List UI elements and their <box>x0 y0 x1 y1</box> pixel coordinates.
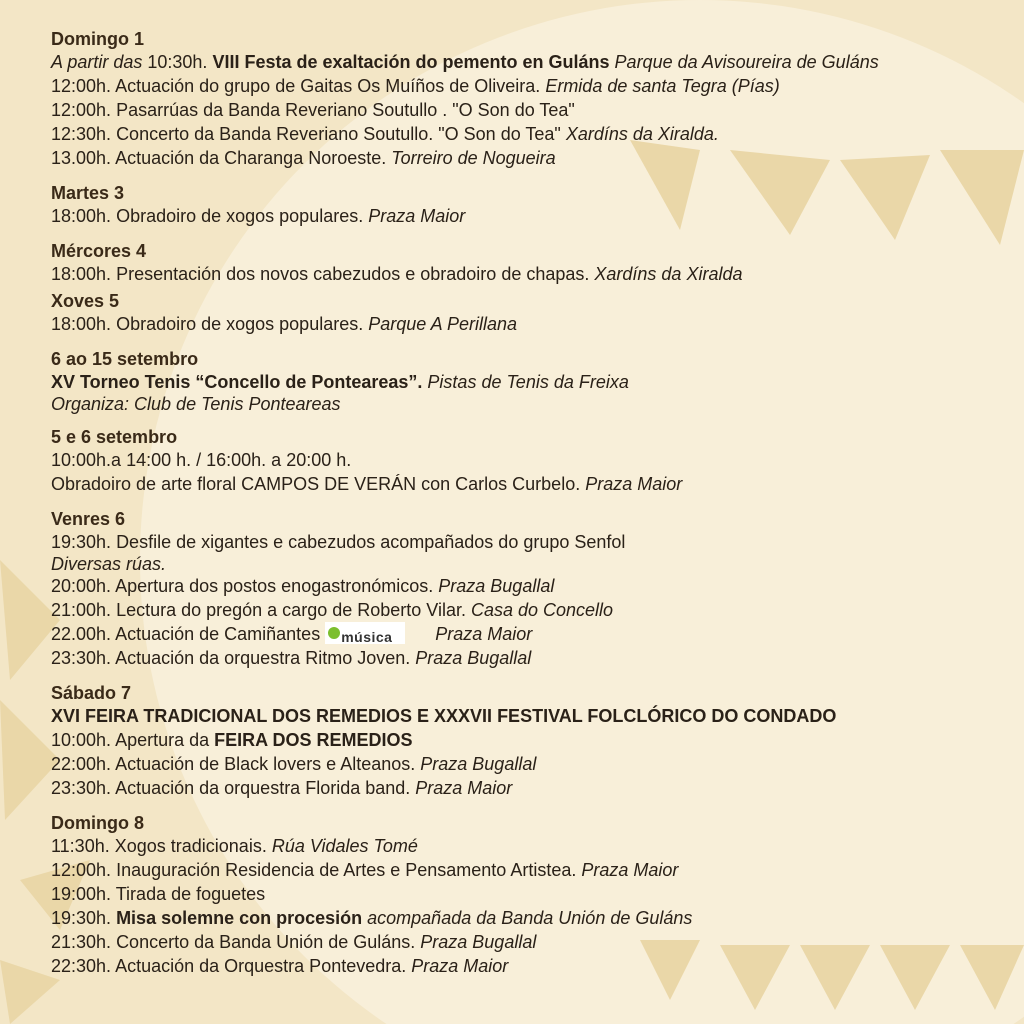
event-text: Xogos tradicionais. <box>114 836 272 857</box>
event-line <box>51 370 1011 394</box>
event-text: Inauguración Residencia de Artes e Pensamento Artistea. <box>116 860 582 881</box>
event-line <box>51 834 1011 858</box>
event-place: Organiza: Club de Tenis Ponteareas <box>51 394 341 414</box>
day-heading: Xoves 5 <box>51 291 120 311</box>
event-text: 20:00h. <box>51 576 116 596</box>
event-text: 12:00h. <box>51 76 116 96</box>
event-text: 18:00h. <box>51 314 117 334</box>
event-line <box>51 50 1011 74</box>
event-line <box>51 312 1011 336</box>
event-line <box>51 574 1011 598</box>
event-line <box>51 752 1011 776</box>
event-line <box>51 776 1011 800</box>
event-line <box>51 74 1011 98</box>
musica-logo-icon <box>325 622 405 644</box>
event-place: Diversas rúas. <box>51 554 167 574</box>
event-line <box>51 704 1011 728</box>
event-text: 12:00h. <box>51 860 117 881</box>
event-place: Torreiro de Nogueira <box>391 148 556 168</box>
day-heading: Mércores 4 <box>51 241 147 261</box>
event-text: 22:30h. <box>51 956 116 977</box>
spacer <box>51 170 1011 182</box>
event-text: Actuación do grupo de Gaitas Os Muíños de Oliveira. <box>115 76 546 96</box>
event-place: Praza Maior <box>435 624 533 644</box>
musica-logo-mark <box>328 627 340 639</box>
event-program <box>51 28 1011 978</box>
day-heading: Martes 3 <box>51 183 125 203</box>
event-text: Actuación da orquestra Florida band. <box>115 778 416 799</box>
event-text: Lectura do pregón a cargo de Roberto Vilar. <box>116 600 471 620</box>
event-place: acompañada da Banda Unión de Guláns <box>367 908 693 929</box>
event-text: 12:00h. <box>51 100 117 120</box>
event-line <box>51 146 1011 170</box>
event-title: FEIRA DOS REMEDIOS <box>214 730 413 751</box>
event-place: Praza Maior <box>415 778 513 799</box>
event-text: Actuación de Black lovers e Alteanos. <box>115 754 421 775</box>
event-title: VIII Festa de exaltación do pemento en Guláns <box>212 52 615 72</box>
event-place: Parque A Perillana <box>368 314 517 334</box>
event-title: XVI FEIRA TRADICIONAL DOS REMEDIOS E XXXVII FESTIVAL FOLCLÓRICO DO CONDADO <box>51 706 837 727</box>
event-text: Apertura dos postos enogastronómicos. <box>115 576 439 596</box>
event-text: 22.00h. <box>51 624 116 644</box>
event-line <box>51 906 1011 930</box>
event-place: A partir das <box>51 52 148 72</box>
event-text: Concerto da Banda Unión de Guláns. <box>116 932 421 953</box>
day-heading: 5 e 6 setembro <box>51 427 178 447</box>
event-text: Actuación da Orquestra Pontevedra. <box>115 956 412 977</box>
event-text: 10:00h.a 14:00 h. / 16:00h. a 20:00 h. <box>51 450 352 470</box>
event-place: Parque da Avisoureira de Guláns <box>614 52 879 72</box>
spacer <box>51 414 1011 426</box>
event-text: 13.00h. <box>51 148 116 168</box>
event-title: Misa solemne con procesión <box>116 908 368 929</box>
event-line <box>51 554 1011 574</box>
event-line <box>51 622 1011 646</box>
event-text: Tirada de foguetes <box>115 884 266 905</box>
event-text: Actuación de Camiñantes <box>115 624 326 644</box>
event-text: 11:30h. <box>51 836 115 857</box>
spacer <box>51 496 1011 508</box>
event-text: Apertura da <box>115 730 215 751</box>
event-text: 21:00h. <box>51 600 117 620</box>
event-text: Pasarrúas da Banda Reveriano Soutullo . "O Son do Tea" <box>116 100 575 120</box>
spacer <box>51 336 1011 348</box>
event-place: Casa do Concello <box>470 600 614 620</box>
event-place: Rúa Vidales Tomé <box>271 836 418 857</box>
event-text: 12:30h. <box>51 124 117 144</box>
event-line <box>51 98 1011 122</box>
event-line <box>51 262 1011 286</box>
event-place: Pistas de Tenis da Freixa <box>427 372 629 392</box>
event-line <box>51 954 1011 978</box>
day-heading: Sábado 7 <box>51 683 132 704</box>
event-text: Desfile de xigantes e cabezudos acompañados do grupo Senfol <box>116 532 626 552</box>
event-text: Concerto da Banda Reveriano Soutullo. "O Son do Tea" <box>116 124 566 144</box>
event-text: 23:30h. <box>51 778 116 799</box>
event-text: 19:30h. <box>51 532 117 552</box>
event-text: 19:30h. <box>51 908 117 929</box>
day-heading: 6 ao 15 setembro <box>51 349 199 369</box>
spacer <box>51 228 1011 240</box>
event-place: Praza Bugallal <box>438 576 555 596</box>
event-line <box>51 930 1011 954</box>
event-text: 18:00h. <box>51 264 117 284</box>
event-text: 10:30h. <box>147 52 213 72</box>
event-line <box>51 858 1011 882</box>
event-text: 21:30h. <box>51 932 117 953</box>
spacer <box>51 670 1011 682</box>
day-heading: Venres 6 <box>51 509 126 529</box>
event-line <box>51 394 1011 414</box>
event-place: Praza Bugallal <box>420 932 537 953</box>
event-place: Praza Maior <box>585 474 683 494</box>
event-text: Obradoiro de xogos populares. <box>116 206 369 226</box>
event-place: Xardíns da Xiralda <box>594 264 743 284</box>
event-line <box>51 122 1011 146</box>
event-line <box>51 882 1011 906</box>
event-line <box>51 472 1011 496</box>
event-line <box>51 598 1011 622</box>
event-text: Actuación da Charanga Noroeste. <box>115 148 392 168</box>
event-text: 23:30h. <box>51 648 116 669</box>
event-place: Ermida de santa Tegra (Pías) <box>545 76 780 96</box>
event-line <box>51 204 1011 228</box>
event-text: 18:00h. <box>51 206 117 226</box>
event-place: Praza Bugallal <box>420 754 537 775</box>
event-text: 22:00h. <box>51 754 116 775</box>
event-text: Obradoiro de arte floral CAMPOS DE VERÁN con Carlos Curbelo. <box>51 474 586 494</box>
event-text: Obradoiro de xogos populares. <box>116 314 369 334</box>
event-title: XV Torneo Tenis “Concello de Ponteareas”. <box>51 372 428 392</box>
event-line <box>51 530 1011 554</box>
event-place: Xardíns da Xiralda. <box>565 124 719 144</box>
spacer <box>51 800 1011 812</box>
day-heading: Domingo 1 <box>51 29 144 49</box>
event-text: Presentación dos novos cabezudos e obradoiro de chapas. <box>116 264 595 284</box>
event-line <box>51 646 1011 670</box>
event-line <box>51 448 1011 472</box>
event-place: Praza Maior <box>411 956 509 977</box>
event-text: 10:00h. <box>51 730 116 751</box>
musica-logo-text: música <box>341 629 393 646</box>
event-line <box>51 728 1011 752</box>
event-text: Actuación da orquestra Ritmo Joven. <box>115 648 416 669</box>
day-heading: Domingo 8 <box>51 813 144 834</box>
event-place: Praza Bugallal <box>415 648 532 669</box>
event-text: 19:00h. <box>51 884 116 905</box>
event-place: Praza Maior <box>581 860 679 881</box>
event-place: Praza Maior <box>368 206 466 226</box>
